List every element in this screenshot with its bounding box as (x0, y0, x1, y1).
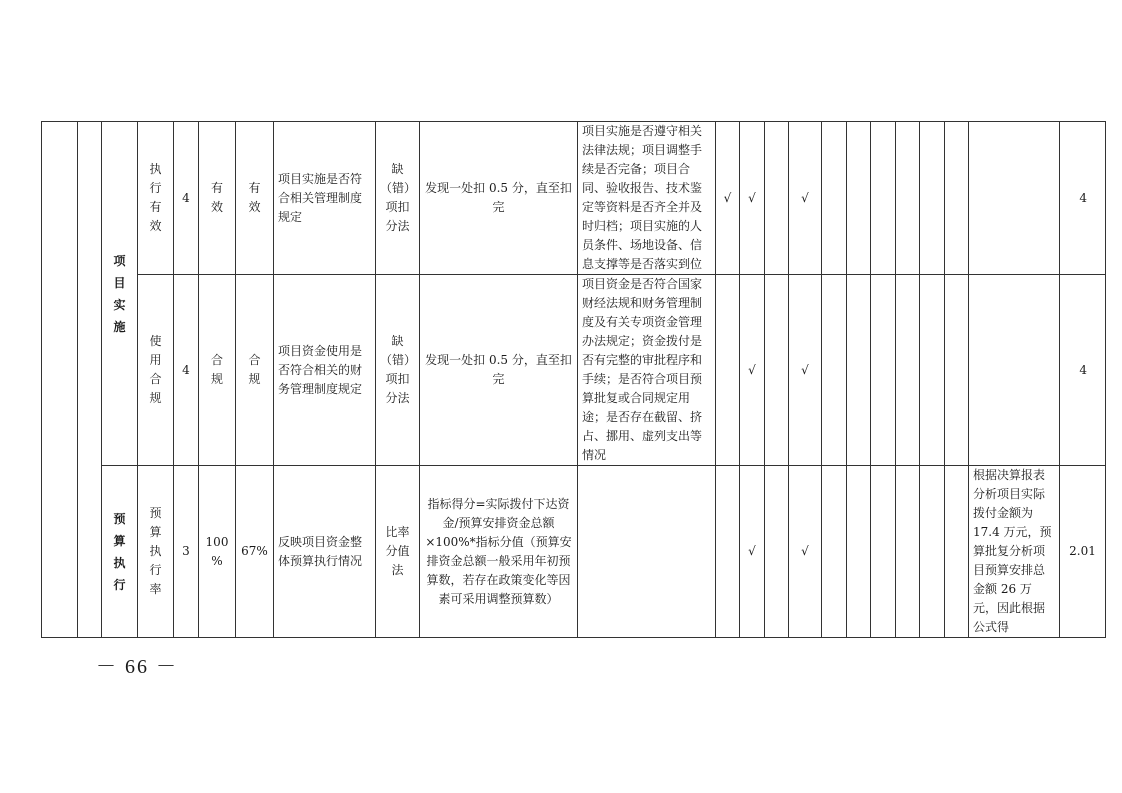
checkmark-cell (945, 275, 969, 466)
weight-cell: 4 (174, 275, 199, 466)
reason-cell (969, 275, 1060, 466)
checkmark-cell: √ (740, 122, 765, 275)
description-cell: 反映项目资金整体预算执行情况 (274, 466, 376, 638)
checkmark-cell (847, 275, 871, 466)
checkmark-cell (765, 122, 789, 275)
checkmark-cell (896, 122, 920, 275)
method-cell: 比率 分值 法 (376, 466, 420, 638)
checkmark-cell (847, 122, 871, 275)
indicator-cell: 预 算 执 行 率 (138, 466, 174, 638)
checkmark-cell (847, 466, 871, 638)
weight-cell: 4 (174, 122, 199, 275)
checkmark-cell (920, 122, 945, 275)
checkmark-cell (896, 466, 920, 638)
checkmark-cell (716, 466, 740, 638)
actual-cell: 合 规 (236, 275, 274, 466)
checkmark-cell: √ (789, 122, 822, 275)
category-cell: 项 目 实 施 (102, 122, 138, 466)
checkmark-cell: √ (740, 275, 765, 466)
standard-cell: 发现一处扣 0.5 分，直至扣完 (420, 275, 578, 466)
checkmark-cell (716, 275, 740, 466)
actual-cell: 67% (236, 466, 274, 638)
table-row (42, 122, 1106, 275)
evaluation-table (41, 121, 1106, 638)
target-cell: 100 % (199, 466, 236, 638)
checkmark-cell (920, 275, 945, 466)
checkmark-cell: √ (789, 275, 822, 466)
checkmark-cell: √ (740, 466, 765, 638)
checkmark-cell: √ (789, 466, 822, 638)
description-cell: 项目实施是否符合相关管理制度规定 (274, 122, 376, 275)
checkmark-cell (920, 466, 945, 638)
checkmark-cell (822, 275, 847, 466)
actual-cell: 有 效 (236, 122, 274, 275)
checkmark-cell: √ (716, 122, 740, 275)
target-cell: 合 规 (199, 275, 236, 466)
indicator-cell: 使 用 合 规 (138, 275, 174, 466)
blank-column-2 (78, 122, 102, 638)
checkmark-cell (945, 122, 969, 275)
checkmark-cell (822, 466, 847, 638)
method-cell: 缺 （错） 项扣 分法 (376, 122, 420, 275)
checkmark-cell (871, 466, 896, 638)
table-row (42, 466, 1106, 638)
description-cell: 项目资金使用是否符合相关的财务管理制度规定 (274, 275, 376, 466)
score-cell: 4 (1060, 122, 1106, 275)
weight-cell: 3 (174, 466, 199, 638)
standard-cell: 指标得分=实际拨付下达资金/预算安排资金总额×100%*指标分值（预算安排资金总额一般采用年初预算数，若存在政策变化等因素可采用调整预算数） (420, 466, 578, 638)
notes-cell: 项目实施是否遵守相关法律法规；项目调整手续是否完备；项目合同、验收报告、技术鉴定等资料是否齐全并及时归档；项目实施的人员条件、场地设备、信息支撑等是否落实到位 (578, 122, 716, 275)
score-cell: 4 (1060, 275, 1106, 466)
notes-cell: 项目资金是否符合国家财经法规和财务管理制度及有关专项资金管理办法规定；资金拨付是否有完整的审批程序和手续；是否符合项目预算批复或合同规定用途；是否存在截留、挤占、挪用、虚列支出等情况 (578, 275, 716, 466)
table-row (42, 275, 1106, 466)
category-cell: 预 算 执 行 (102, 466, 138, 638)
checkmark-cell (765, 275, 789, 466)
checkmark-cell (945, 466, 969, 638)
method-cell: 缺 （错） 项扣 分法 (376, 275, 420, 466)
checkmark-cell (896, 275, 920, 466)
checkmark-cell (765, 466, 789, 638)
reason-cell: 根据决算报表分析项目实际拨付金额为 17.4 万元，预算批复分析项目预算安排总金额 26 万元，因此根据公式得 (969, 466, 1060, 638)
checkmark-cell (871, 122, 896, 275)
blank-column-1 (42, 122, 78, 638)
page-number: － 66 － (96, 656, 178, 678)
reason-cell (969, 122, 1060, 275)
notes-cell (578, 466, 716, 638)
score-cell: 2.01 (1060, 466, 1106, 638)
target-cell: 有 效 (199, 122, 236, 275)
checkmark-cell (822, 122, 847, 275)
standard-cell: 发现一处扣 0.5 分，直至扣完 (420, 122, 578, 275)
checkmark-cell (871, 275, 896, 466)
indicator-cell: 执 行 有 效 (138, 122, 174, 275)
